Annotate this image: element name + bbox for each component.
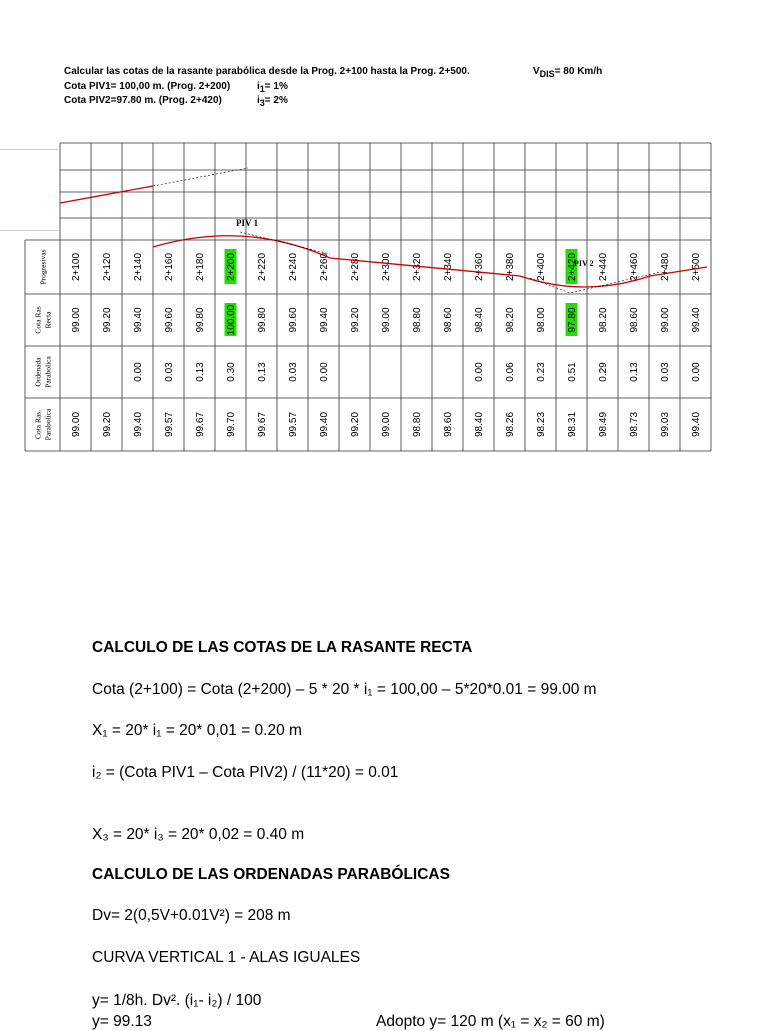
table-cell: 99.03 — [660, 411, 671, 438]
equation-adopted: Adopto y= 120 m (x₁ = x₂ = 60 m) — [376, 1013, 605, 1030]
table-cell: 2+240 — [288, 252, 299, 282]
table-cell: 0.03 — [660, 362, 671, 382]
tangent-line — [60, 186, 153, 203]
section-title-rasante-recta: CALCULO DE LAS COTAS DE LA RASANTE RECTA — [92, 639, 473, 656]
table-cell: 99.20 — [102, 411, 113, 438]
table-cell: 2+500 — [691, 252, 702, 282]
row-label: Cota Ras. — [33, 409, 43, 440]
table-cell: 99.40 — [133, 411, 144, 438]
grade-i1-sub: 1 — [259, 84, 265, 94]
table-cell: 98.60 — [443, 411, 454, 438]
table-cell: 2+340 — [443, 252, 454, 282]
table-cell: 0.29 — [598, 362, 609, 382]
table-cell: 2+260 — [319, 252, 330, 282]
table-cell: 0.51 — [567, 362, 578, 382]
row-label: Parabolica — [43, 356, 53, 388]
profile-table — [0, 0, 768, 460]
table-cell: 2+360 — [474, 252, 485, 282]
table-cell: 99.60 — [164, 307, 175, 333]
piv1-elevation: Cota PIV1= 100,00 m. (Prog. 2+200) — [64, 81, 231, 92]
table-cell: 98.80 — [412, 307, 423, 333]
table-cell: 99.00 — [660, 307, 671, 333]
piv2-elevation: Cota PIV2=97.80 m. (Prog. 2+420) — [64, 95, 222, 106]
table-cell: 99.67 — [195, 411, 206, 438]
piv-label: PIV 2 — [574, 259, 594, 268]
row-label: Parabolica — [43, 408, 53, 441]
row-label: Recta — [43, 311, 53, 329]
table-cell: 98.40 — [474, 307, 485, 333]
equation-dv: Dv= 2(0,5V+0.01V²) = 208 m — [92, 907, 291, 924]
table-cell: 98.73 — [629, 411, 640, 438]
table-cell: 0.03 — [288, 362, 299, 382]
table-cell: 98.49 — [598, 411, 609, 438]
table-cell: 2+100 — [71, 252, 82, 282]
table-cell: 0.00 — [474, 362, 485, 382]
row-label: Ordenada — [33, 357, 43, 387]
table-cell: 2+380 — [505, 252, 516, 282]
table-cell: 99.00 — [381, 307, 392, 333]
table-cell: 2+400 — [536, 252, 547, 282]
table-cell: 99.67 — [257, 411, 268, 438]
table-cell: 99.57 — [164, 411, 175, 438]
table-cell: 99.00 — [71, 307, 82, 333]
grade-i1-value: = 1% — [264, 81, 288, 92]
table-cell: 2+220 — [257, 252, 268, 282]
table-cell: 99.00 — [381, 411, 392, 438]
equation-cota-2100: Cota (2+100) = Cota (2+200) – 5 * 20 * i₁ = 100,00 – 5*20*0.01 = 99.00 m — [92, 681, 597, 698]
table-cell: 98.00 — [536, 307, 547, 333]
equation-y: y= 1/8h. Dv². (i₁- i₂) / 100 — [92, 992, 262, 1009]
table-cell: 0.13 — [257, 362, 268, 382]
table-cell: 2+120 — [102, 252, 113, 282]
table-cell: 99.60 — [288, 307, 299, 333]
table-cell: 2+200 — [226, 252, 237, 282]
tangent-dashed — [530, 272, 660, 293]
row-label: Cota Ras — [33, 306, 43, 334]
table-cell: 0.06 — [505, 362, 516, 382]
grade-i1-label: i — [257, 81, 260, 92]
table-cell: 0.00 — [133, 362, 144, 382]
table-cell: 2+440 — [598, 252, 609, 282]
tangent-dashed — [153, 168, 248, 186]
design-speed-label: V — [533, 66, 540, 77]
table-cell: 99.40 — [319, 411, 330, 438]
table-cell: 99.00 — [71, 411, 82, 438]
equation-i2: i₂ = (Cota PIV1 – Cota PIV2) / (11*20) = 0.01 — [92, 764, 399, 781]
table-cell: 2+480 — [660, 252, 671, 282]
grade-i3-label: i — [257, 95, 260, 106]
table-cell: 98.60 — [443, 307, 454, 333]
problem-statement-text: Calcular las cotas de la rasante parabólica desde la Prog. 2+100 hasta la Prog. 2+500. — [64, 66, 470, 77]
table-cell: 0.00 — [319, 362, 330, 382]
table-cell: 0.13 — [195, 362, 206, 382]
table-cell: 2+160 — [164, 252, 175, 282]
piv-label: PIV 1 — [236, 218, 259, 228]
row-label: Progresivas — [38, 249, 48, 285]
table-cell: 98.23 — [536, 411, 547, 438]
table-cell: 100.00 — [226, 304, 237, 336]
table-cell: 2+460 — [629, 252, 640, 282]
table-cell: 98.40 — [474, 411, 485, 438]
table-cell: 0.23 — [536, 362, 547, 382]
table-cell: 2+320 — [412, 252, 423, 282]
table-cell: 99.40 — [691, 307, 702, 333]
table-cell: 2+300 — [381, 252, 392, 282]
table-cell: 99.40 — [691, 411, 702, 438]
table-cell: 99.40 — [319, 307, 330, 333]
table-cell: 0.13 — [629, 362, 640, 382]
table-cell: 99.80 — [257, 307, 268, 333]
equation-y-value: y= 99.13 — [92, 1013, 152, 1030]
table-cell: 99.80 — [195, 307, 206, 333]
table-cell: 99.70 — [226, 411, 237, 438]
design-speed-value: = 80 Km/h — [554, 66, 603, 77]
table-cell: 2+180 — [195, 252, 206, 282]
equation-x3: X₃ = 20* i₃ = 20* 0,02 = 0.40 m — [92, 826, 305, 843]
design-speed-sub: DIS — [539, 69, 555, 79]
table-cell: 2+280 — [350, 252, 361, 282]
table-cell: 98.60 — [629, 307, 640, 333]
equation-x1: X₁ = 20* i₁ = 20* 0,01 = 0.20 m — [92, 722, 302, 739]
table-cell: 98.31 — [567, 411, 578, 438]
table-cell: 97.80 — [567, 307, 578, 333]
table-cell: 0.03 — [164, 362, 175, 382]
table-cell: 98.80 — [412, 411, 423, 438]
table-cell: 0.00 — [691, 362, 702, 382]
table-cell: 2+140 — [133, 252, 144, 282]
table-cell: 98.26 — [505, 411, 516, 438]
section-title-ordenadas: CALCULO DE LAS ORDENADAS PARABÓLICAS — [92, 866, 450, 883]
table-cell: 99.20 — [102, 307, 113, 333]
grade-i3-sub: 3 — [259, 98, 265, 108]
table-cell: 98.20 — [505, 307, 516, 333]
table-cell: 99.20 — [350, 307, 361, 333]
table-cell: 2+420 — [567, 252, 578, 282]
table-cell: 99.20 — [350, 411, 361, 438]
table-cell: 99.57 — [288, 411, 299, 438]
subtitle-curva-vertical-1: CURVA VERTICAL 1 - ALAS IGUALES — [92, 949, 361, 966]
grade-i3-value: = 2% — [264, 95, 288, 106]
table-cell: 99.40 — [133, 307, 144, 333]
table-cell: 0.30 — [226, 362, 237, 382]
table-cell: 98.20 — [598, 307, 609, 333]
